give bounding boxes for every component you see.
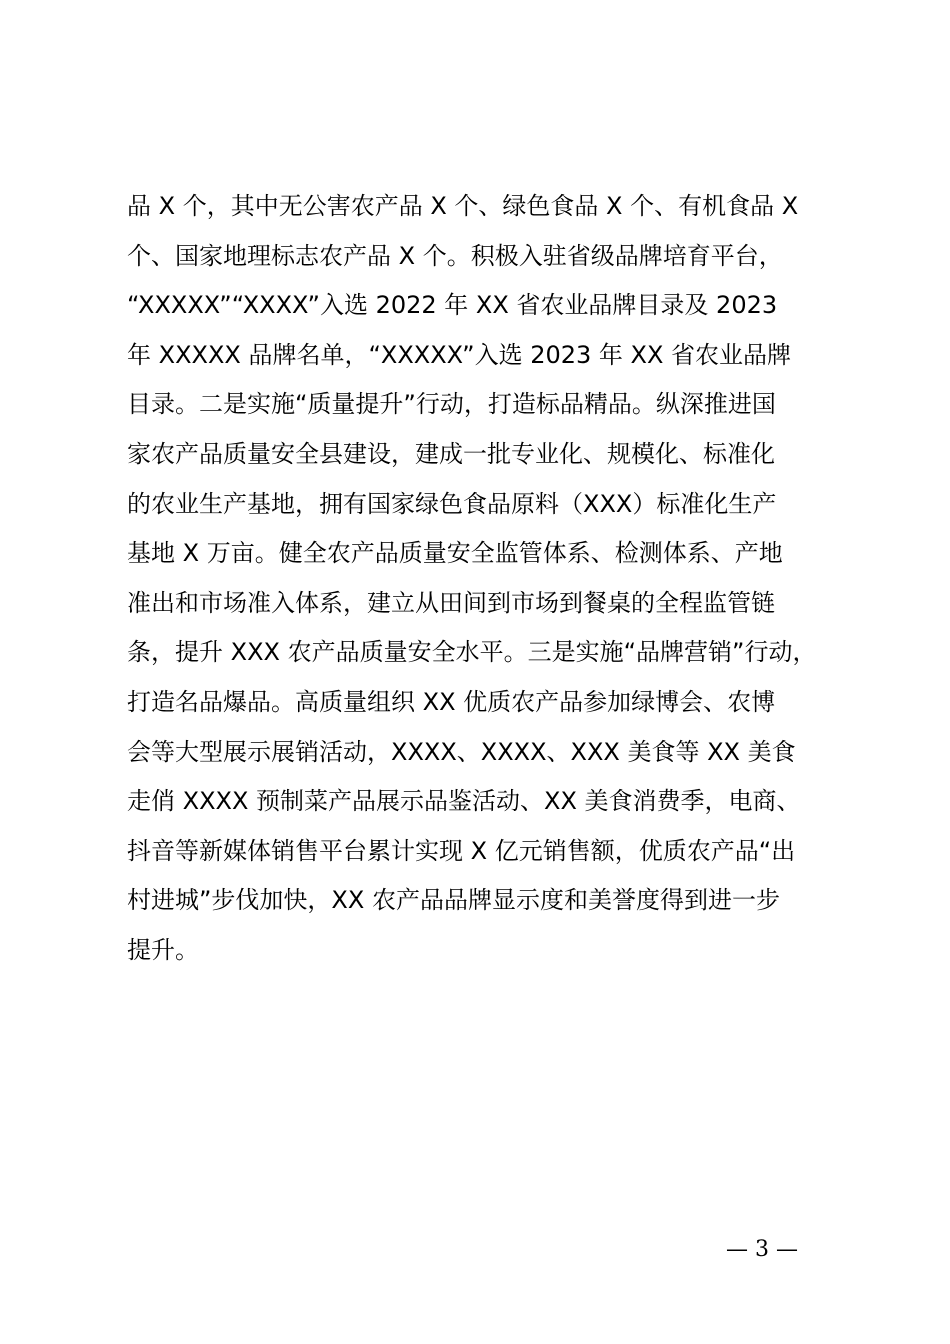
- body-text: [127, 182, 847, 976]
- text-line: 品 X 个，其中无公害农产品 X 个、绿色食品 X 个、有机食品 X: [127, 192, 799, 220]
- text-line: 打造名品爆品。高质量组织 XX 优质农产品参加绿博会、农博: [127, 687, 776, 716]
- text-line: 目录。二是实施“质量提升”行动，打造标品精品。纵深推进国: [127, 390, 776, 419]
- page-number: — 3 —: [726, 1237, 798, 1262]
- text-line: 基地 X 万亩。健全农产品质量安全监管体系、检测体系、产地: [127, 539, 783, 568]
- text-line: 家农产品质量安全县建设，建成一批专业化、规模化、标准化: [127, 439, 775, 468]
- text-line: 走俏 XXXX 预制菜产品展示品鉴活动、XX 美食消费季，电商、: [127, 787, 801, 816]
- text-line: 年 XXXXX 品牌名单，“XXXXX”入选 2023 年 XX 省农业品牌: [127, 340, 792, 369]
- text-line: 的农业生产基地，拥有国家绿色食品原料（XXX）标准化生产: [127, 489, 777, 518]
- text-line: 条，提升 XXX 农产品质量安全水平。三是实施“品牌营销”行动，: [127, 638, 817, 667]
- text-line: 抖音等新媒体销售平台累计实现 X 亿元销售额，优质农产品“出: [127, 836, 796, 865]
- text-line: “XXXXX”“XXXX”入选 2022 年 XX 省农业品牌目录及 2023: [127, 291, 778, 320]
- text-line: 村进城”步伐加快，XX 农产品品牌显示度和美誉度得到进一步: [127, 886, 780, 915]
- text-line: 准出和市场准入体系，建立从田间到市场到餐桌的全程监管链: [127, 588, 775, 617]
- text-line: 提升。: [127, 935, 199, 964]
- text-line: 会等大型展示展销活动，XXXX、XXXX、XXX 美食等 XX 美食: [127, 737, 796, 766]
- text-line: 个、国家地理标志农产品 X 个。积极入驻省级品牌培育平台，: [127, 241, 783, 270]
